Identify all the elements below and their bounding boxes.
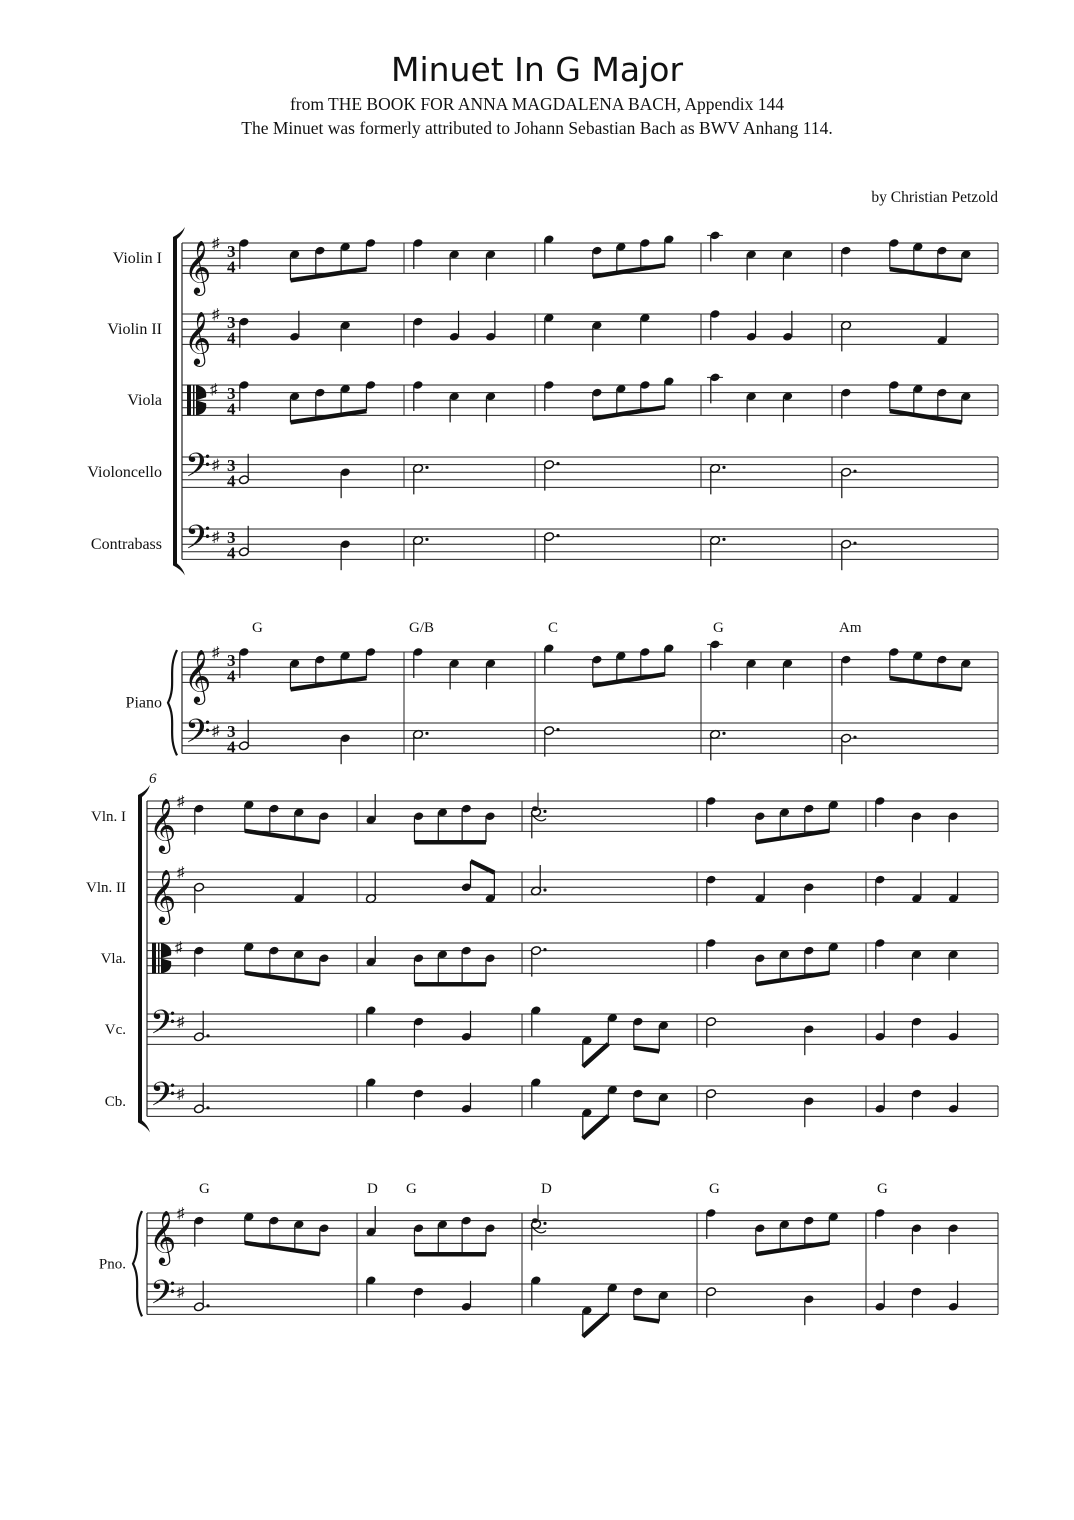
beamed-group <box>754 1212 839 1254</box>
beamed-group <box>413 804 496 843</box>
note <box>449 658 460 689</box>
note <box>911 1017 922 1048</box>
note <box>705 1287 716 1318</box>
instrument-label: Cb. <box>104 1094 126 1111</box>
augmentation-dot <box>556 534 559 537</box>
sharp-sign: ♯ <box>212 457 220 474</box>
piece-title: Minuet In G Major <box>390 50 684 89</box>
chord-symbol: G/B <box>409 620 435 636</box>
note <box>707 230 723 261</box>
note <box>591 320 602 351</box>
beamed-group <box>243 1212 329 1254</box>
beam <box>593 407 665 418</box>
beam <box>890 678 962 689</box>
instrument-label: Contrabass <box>90 536 162 554</box>
note <box>705 875 716 906</box>
augmentation-dot <box>853 542 856 545</box>
note <box>530 1005 541 1036</box>
note <box>412 463 428 494</box>
note <box>709 535 725 566</box>
instrument-label: Violin II <box>107 321 162 339</box>
note <box>746 311 757 342</box>
note <box>289 311 300 342</box>
bass-clef: 𝄢 <box>150 1075 176 1121</box>
note <box>803 1294 814 1325</box>
note <box>754 873 765 904</box>
beamed-group <box>413 1216 496 1255</box>
staff <box>127 382 998 419</box>
augmentation-dot <box>722 538 725 541</box>
note <box>412 535 428 566</box>
beam <box>471 861 495 872</box>
note <box>365 1275 376 1306</box>
time-signature-top: 3 <box>227 313 236 333</box>
augmentation-dot <box>425 466 428 469</box>
augmentation-dot <box>543 810 546 813</box>
instrument-label: Viola <box>127 392 162 410</box>
sharp-sign: ♯ <box>177 1014 185 1031</box>
note <box>238 526 249 557</box>
note <box>705 796 716 827</box>
instrument-label: Vln. II <box>86 880 126 897</box>
chord-symbol: G <box>406 1181 417 1197</box>
beamed-group <box>581 1085 618 1139</box>
sharp-sign: ♯ <box>177 1086 185 1103</box>
note <box>707 372 723 403</box>
staff <box>105 1004 998 1049</box>
note <box>365 873 376 904</box>
chord-symbol: D <box>541 1181 552 1197</box>
note <box>948 949 959 980</box>
instrument-label: Vln. I <box>91 809 126 826</box>
note <box>365 1005 376 1036</box>
note <box>340 320 351 351</box>
sharp-sign: ♯ <box>177 1284 185 1301</box>
note <box>238 380 249 411</box>
beamed-group <box>289 380 376 422</box>
time-signature-bottom: 4 <box>227 543 236 563</box>
sharp-sign: ♯ <box>175 939 183 956</box>
beamed-group <box>243 942 329 984</box>
note <box>543 532 559 563</box>
sharp-sign: ♯ <box>212 723 220 740</box>
instrument-label: Vla. <box>100 951 126 968</box>
instrument-label: Vc. <box>104 1022 126 1039</box>
beamed-group <box>581 1013 618 1067</box>
treble-clef: 𝄞 <box>184 312 212 364</box>
time-signature-bottom: 4 <box>227 471 236 491</box>
beamed-group <box>888 647 971 689</box>
beam <box>890 411 962 422</box>
note <box>412 238 423 269</box>
note <box>911 873 922 904</box>
note <box>365 1206 376 1237</box>
beamed-group <box>289 647 376 689</box>
beam <box>634 1048 660 1052</box>
beam <box>756 973 830 984</box>
note <box>709 463 725 494</box>
note <box>193 882 204 913</box>
beamed-group <box>581 1283 618 1337</box>
note <box>705 1017 716 1048</box>
augmentation-dot <box>543 1222 546 1225</box>
note <box>413 1287 424 1318</box>
beam <box>290 678 366 689</box>
note <box>449 391 460 422</box>
note <box>782 249 793 280</box>
beam <box>583 1044 609 1067</box>
note <box>413 1017 424 1048</box>
treble-clef: 𝄞 <box>149 1211 177 1263</box>
beamed-group <box>591 234 674 276</box>
note <box>530 1219 546 1250</box>
note <box>238 720 249 751</box>
note <box>803 1024 814 1055</box>
note <box>193 946 204 977</box>
note <box>948 1281 959 1312</box>
note <box>193 804 204 835</box>
note <box>461 1011 472 1042</box>
sharp-sign: ♯ <box>210 381 218 398</box>
note <box>746 249 757 280</box>
piano-brace <box>133 1211 142 1316</box>
note <box>543 380 554 411</box>
augmentation-dot <box>853 470 856 473</box>
note <box>874 1208 885 1239</box>
note <box>530 946 546 977</box>
staff-bracket <box>173 237 177 565</box>
note <box>911 811 922 842</box>
augmentation-dot <box>425 732 428 735</box>
staff <box>91 794 998 853</box>
note <box>340 467 351 498</box>
staff <box>105 1076 998 1121</box>
note <box>782 311 793 342</box>
note <box>705 1208 716 1239</box>
note <box>874 938 885 969</box>
time-signature-bottom: 4 <box>227 257 236 277</box>
time-signature-top: 3 <box>227 384 236 404</box>
note <box>874 796 885 827</box>
note <box>238 454 249 485</box>
beamed-group <box>591 376 674 418</box>
note <box>705 1089 716 1120</box>
note <box>530 1275 541 1306</box>
note <box>193 1083 209 1114</box>
staff <box>101 940 998 974</box>
note-head <box>532 1218 538 1223</box>
note <box>782 658 793 689</box>
note <box>365 1077 376 1108</box>
staff <box>86 865 998 924</box>
attribution-note: The Minuet was formerly attributed to Johann Sebastian Bach as BWV Anhang 114. <box>241 118 833 138</box>
instrument-label: Violin I <box>112 250 162 268</box>
instrument-label: Pno. <box>98 1256 126 1273</box>
staff-bracket <box>138 795 142 1122</box>
time-signature-top: 3 <box>227 651 236 671</box>
note <box>782 391 793 422</box>
beam <box>245 831 320 842</box>
augmentation-dot <box>206 1034 209 1037</box>
beam <box>756 1243 830 1254</box>
note <box>485 249 496 280</box>
system <box>86 771 998 1337</box>
note <box>709 729 725 760</box>
note <box>911 1089 922 1120</box>
beam <box>890 269 962 280</box>
treble-clef: 𝄞 <box>184 650 212 702</box>
piano-grand-staff <box>99 1181 998 1319</box>
instrument-label: Piano <box>125 694 162 712</box>
note <box>803 882 814 913</box>
time-signature-top: 3 <box>227 456 236 476</box>
note <box>543 726 559 757</box>
sharp-sign: ♯ <box>212 529 220 546</box>
note <box>485 311 496 342</box>
time-signature-top: 3 <box>227 528 236 548</box>
sharp-sign: ♯ <box>212 645 220 661</box>
time-signature-bottom: 4 <box>227 328 236 348</box>
augmentation-dot <box>425 538 428 541</box>
note <box>461 1281 472 1312</box>
augmentation-dot <box>722 466 725 469</box>
beamed-group <box>289 238 376 280</box>
note <box>948 1083 959 1114</box>
time-signature-top: 3 <box>227 722 236 742</box>
note <box>543 643 554 674</box>
bass-clef: 𝄢 <box>185 446 211 492</box>
note-head <box>532 806 538 811</box>
note <box>707 639 723 670</box>
chord-symbol: G <box>877 1181 888 1197</box>
note <box>365 936 376 967</box>
augmentation-dot <box>206 1106 209 1109</box>
chord-symbol: G <box>709 1181 720 1197</box>
note <box>238 647 249 678</box>
chord-symbol: G <box>252 620 263 636</box>
chord-symbol: G <box>199 1181 210 1197</box>
time-signature-bottom: 4 <box>227 399 236 419</box>
beam <box>634 1120 660 1124</box>
treble-clef: 𝄞 <box>184 241 212 293</box>
beam <box>756 831 830 842</box>
note <box>948 811 959 842</box>
sharp-sign: ♯ <box>212 307 220 323</box>
beamed-group <box>413 946 496 985</box>
composer: by Christian Petzold <box>871 189 998 206</box>
chord-symbol: G <box>713 620 724 636</box>
sharp-sign: ♯ <box>212 236 220 252</box>
bass-clef: 𝄢 <box>185 712 211 758</box>
note <box>705 938 716 969</box>
note <box>840 655 851 686</box>
bass-clef: 𝄢 <box>150 1273 176 1319</box>
note <box>543 313 554 344</box>
augmentation-dot <box>853 736 856 739</box>
note <box>412 647 423 678</box>
time-signature-bottom: 4 <box>227 666 236 686</box>
chord-symbol: D <box>367 1181 378 1197</box>
note <box>911 1287 922 1318</box>
augmentation-dot <box>543 888 546 891</box>
bass-clef: 𝄢 <box>185 518 211 564</box>
note <box>840 467 856 498</box>
note <box>543 460 559 491</box>
beamed-group <box>461 861 496 903</box>
beam <box>583 1116 609 1139</box>
note <box>840 733 856 764</box>
piano-brace <box>168 650 177 755</box>
note <box>365 794 376 825</box>
note <box>911 1223 922 1254</box>
beamed-group <box>243 800 329 842</box>
beam <box>634 1318 660 1322</box>
augmentation-dot <box>543 948 546 951</box>
beamed-group <box>888 380 971 422</box>
piece-subtitle: from THE BOOK FOR ANNA MAGDALENA BACH, Appendix 144 <box>289 94 785 114</box>
note <box>746 658 757 689</box>
time-signature-bottom: 4 <box>227 737 236 757</box>
note <box>746 391 757 422</box>
note <box>530 807 546 838</box>
chord-symbol: C <box>548 620 559 636</box>
beam <box>245 973 320 984</box>
note <box>639 313 650 344</box>
bass-clef: 𝄢 <box>150 1003 176 1049</box>
augmentation-dot <box>206 1304 209 1307</box>
time-signature-top: 3 <box>227 242 236 262</box>
treble-clef: 𝄞 <box>149 870 177 922</box>
note <box>238 317 249 348</box>
beamed-group <box>591 643 674 685</box>
augmentation-dot <box>722 732 725 735</box>
beamed-group <box>754 800 839 842</box>
note <box>840 246 851 277</box>
augmentation-dot <box>556 462 559 465</box>
chord-symbol: Am <box>839 620 862 636</box>
note <box>449 249 460 280</box>
note <box>193 1216 204 1247</box>
note <box>840 539 856 570</box>
note <box>911 949 922 980</box>
note <box>413 1089 424 1120</box>
sharp-sign: ♯ <box>177 794 185 810</box>
sharp-sign: ♯ <box>177 1206 185 1222</box>
note <box>340 733 351 764</box>
note <box>340 539 351 570</box>
piano-grand-staff <box>126 620 998 758</box>
beam <box>290 269 366 280</box>
note <box>948 873 959 904</box>
note <box>412 729 428 760</box>
beam <box>583 1314 609 1337</box>
note <box>874 1281 885 1312</box>
note <box>412 317 423 348</box>
system <box>87 227 998 764</box>
beam <box>593 265 665 276</box>
note <box>803 1096 814 1127</box>
note <box>709 309 720 340</box>
beamed-group <box>754 942 839 984</box>
beam <box>290 411 366 422</box>
beamed-group <box>888 238 971 280</box>
note <box>936 315 947 346</box>
note <box>238 238 249 269</box>
measure-number: 6 <box>149 771 157 787</box>
beam <box>245 1243 320 1254</box>
note <box>193 1011 209 1042</box>
note <box>293 873 304 904</box>
note <box>412 380 423 411</box>
note <box>461 1083 472 1114</box>
note <box>874 1011 885 1042</box>
note <box>485 391 496 422</box>
instrument-label: Violoncello <box>87 464 162 482</box>
augmentation-dot <box>556 728 559 731</box>
note <box>530 1077 541 1108</box>
note <box>948 1223 959 1254</box>
note <box>874 875 885 906</box>
sharp-sign: ♯ <box>177 865 185 881</box>
note <box>193 1281 209 1312</box>
note <box>874 1083 885 1114</box>
note <box>948 1011 959 1042</box>
note <box>543 234 554 265</box>
beam <box>593 674 665 685</box>
treble-clef: 𝄞 <box>149 799 177 851</box>
note <box>485 658 496 689</box>
note <box>449 311 460 342</box>
note <box>840 320 851 351</box>
note <box>530 865 546 896</box>
staff <box>87 447 998 492</box>
note <box>840 388 851 419</box>
